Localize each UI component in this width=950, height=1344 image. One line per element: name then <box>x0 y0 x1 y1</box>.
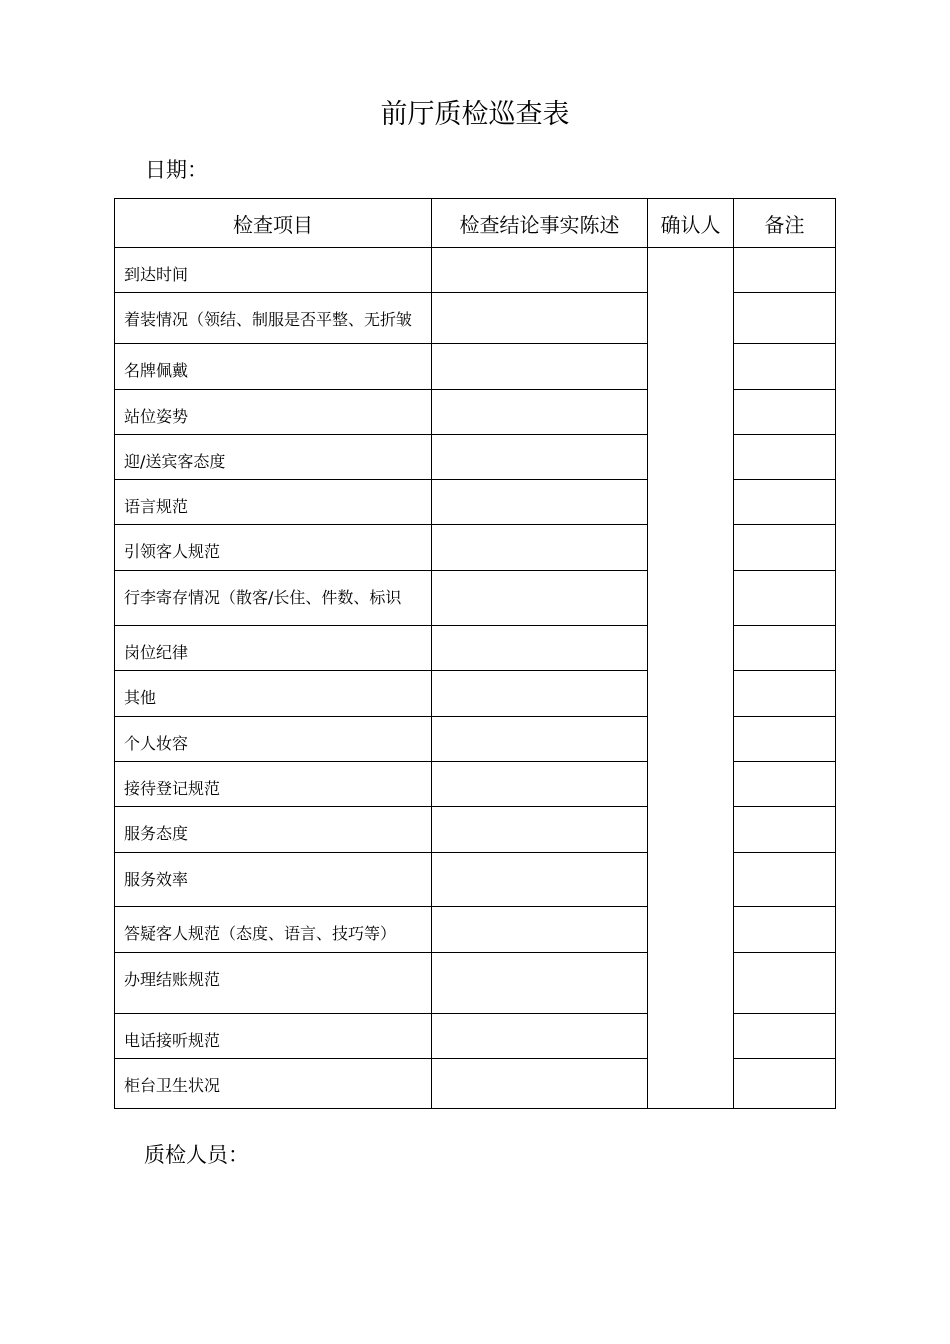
conclusion-cell[interactable] <box>432 807 648 853</box>
remarks-cell[interactable] <box>734 1059 836 1109</box>
remarks-cell[interactable] <box>734 953 836 1014</box>
confirmer-cell[interactable] <box>648 248 734 1109</box>
remarks-cell[interactable] <box>734 1014 836 1059</box>
row-item: 服务效率 <box>115 853 432 907</box>
conclusion-cell[interactable] <box>432 1059 648 1109</box>
remarks-cell[interactable] <box>734 525 836 571</box>
conclusion-cell[interactable] <box>432 571 648 626</box>
remarks-cell[interactable] <box>734 626 836 671</box>
row-item: 答疑客人规范（态度、语言、技巧等） <box>115 907 432 953</box>
header-conclusion: 检查结论事实陈述 <box>432 199 648 248</box>
table-row <box>115 248 836 293</box>
inspection-table <box>114 198 836 1109</box>
row-item: 引领客人规范 <box>115 525 432 571</box>
remarks-cell[interactable] <box>734 717 836 762</box>
conclusion-cell[interactable] <box>432 853 648 907</box>
row-item: 名牌佩戴 <box>115 344 432 390</box>
remarks-cell[interactable] <box>734 344 836 390</box>
row-item: 行李寄存情况（散客/长住、件数、标识 <box>115 571 432 626</box>
row-item: 办理结账规范 <box>115 953 432 1014</box>
remarks-cell[interactable] <box>734 907 836 953</box>
header-confirmer: 确认人 <box>648 199 734 248</box>
remarks-cell[interactable] <box>734 293 836 344</box>
conclusion-cell[interactable] <box>432 671 648 717</box>
conclusion-cell[interactable] <box>432 344 648 390</box>
conclusion-cell[interactable] <box>432 293 648 344</box>
remarks-cell[interactable] <box>734 762 836 807</box>
date-label: 日期： <box>145 158 208 182</box>
conclusion-cell[interactable] <box>432 1014 648 1059</box>
row-item: 电话接听规范 <box>115 1014 432 1059</box>
row-item: 着装情况（领结、制服是否平整、无折皱 <box>115 293 432 344</box>
header-remarks: 备注 <box>734 199 836 248</box>
row-item: 服务态度 <box>115 807 432 853</box>
conclusion-cell[interactable] <box>432 717 648 762</box>
conclusion-cell[interactable] <box>432 626 648 671</box>
conclusion-cell[interactable] <box>432 762 648 807</box>
inspector-label: 质检人员： <box>144 1143 249 1167</box>
row-item: 其他 <box>115 671 432 717</box>
remarks-cell[interactable] <box>734 853 836 907</box>
row-item: 站位姿势 <box>115 390 432 435</box>
remarks-cell[interactable] <box>734 390 836 435</box>
remarks-cell[interactable] <box>734 571 836 626</box>
row-item: 到达时间 <box>115 248 432 293</box>
remarks-cell[interactable] <box>734 807 836 853</box>
row-item: 语言规范 <box>115 480 432 525</box>
remarks-cell[interactable] <box>734 248 836 293</box>
remarks-cell[interactable] <box>734 435 836 480</box>
row-item: 接待登记规范 <box>115 762 432 807</box>
header-check-item: 检查项目 <box>115 199 432 248</box>
conclusion-cell[interactable] <box>432 248 648 293</box>
conclusion-cell[interactable] <box>432 390 648 435</box>
conclusion-cell[interactable] <box>432 480 648 525</box>
conclusion-cell[interactable] <box>432 953 648 1014</box>
remarks-cell[interactable] <box>734 480 836 525</box>
conclusion-cell[interactable] <box>432 525 648 571</box>
row-item: 个人妆容 <box>115 717 432 762</box>
table-header-row <box>115 199 836 248</box>
conclusion-cell[interactable] <box>432 435 648 480</box>
row-item: 迎/送宾客态度 <box>115 435 432 480</box>
conclusion-cell[interactable] <box>432 907 648 953</box>
row-item: 岗位纪律 <box>115 626 432 671</box>
document-title: 前厅质检巡查表 <box>380 99 570 130</box>
row-item: 柜台卫生状况 <box>115 1059 432 1109</box>
remarks-cell[interactable] <box>734 671 836 717</box>
